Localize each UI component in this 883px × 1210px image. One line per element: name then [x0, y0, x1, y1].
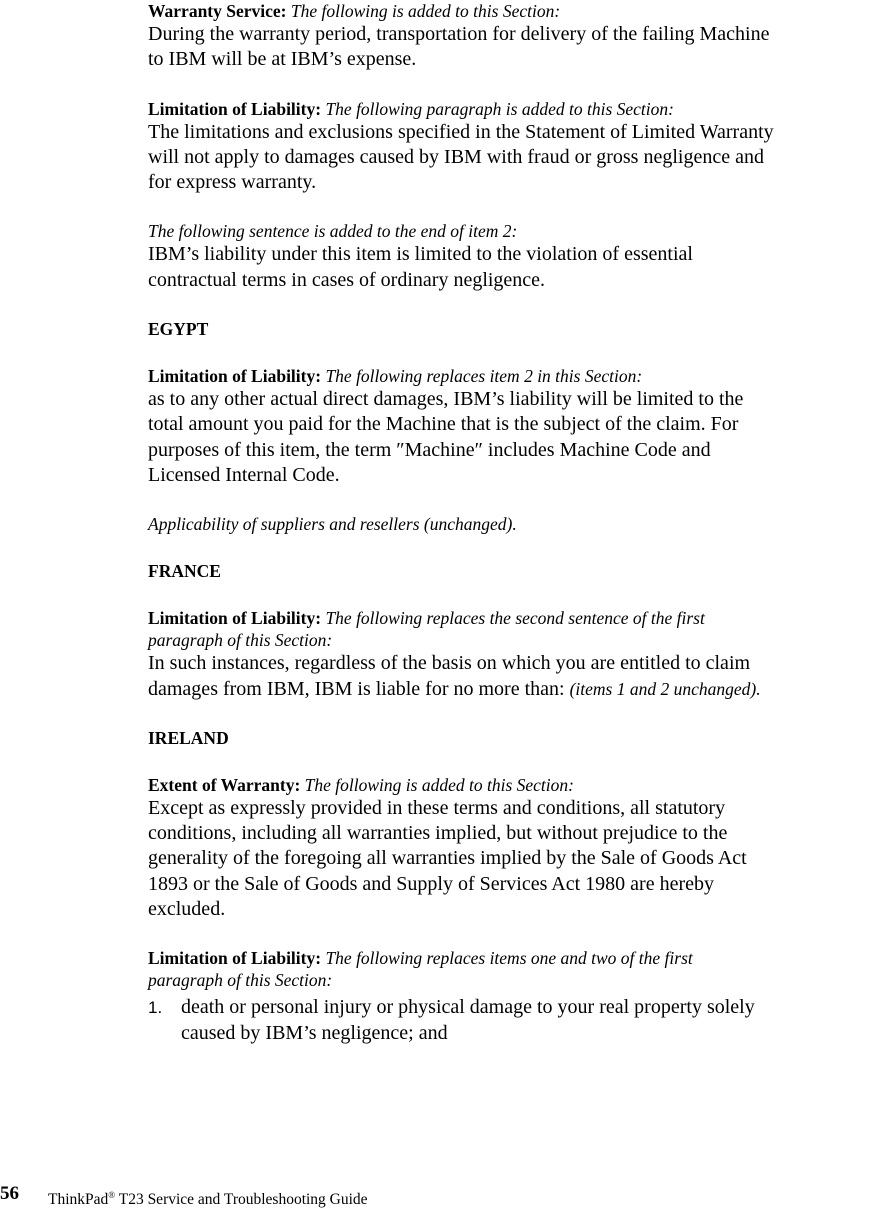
page-number: 56	[0, 1183, 19, 1204]
limitation-line-1: The limitations and exclusions specified in the Statement of Limited Warranty	[148, 120, 774, 143]
list-item-line-1: death or personal injury or physical damage to your real property solely	[181, 996, 755, 1019]
ireland-line-3: generality of the foregoing all warranties implied by the Sale of Goods Act	[148, 847, 747, 870]
france-line-2	[148, 677, 883, 702]
egypt-limitation-header	[148, 365, 883, 387]
ireland-limitation-header	[148, 947, 883, 969]
ireland-line-1: Except as expressly provided in these terms and conditions, all statutory	[148, 796, 726, 819]
egypt-line-2: total amount you paid for the Machine that is the subject of the claim. For	[148, 413, 739, 436]
france-limitation-heading: Limitation of Liability:	[148, 608, 322, 629]
limitation-line-3: for express warranty.	[148, 171, 317, 194]
ireland-line-2: conditions, including all warranties implied, but without prejudice to the	[148, 822, 728, 845]
warranty-service-line-1: During the warranty period, transportation for delivery of the failing Machine	[148, 23, 770, 45]
ireland-line-5: excluded.	[148, 898, 226, 921]
france-line-1: In such instances, regardless of the basis on which you are entitled to claim	[148, 652, 751, 675]
france-limitation-intro-1: The following replaces the second sentence of the first	[325, 608, 705, 629]
footer-title-prefix: ThinkPad	[48, 1191, 109, 1208]
limitation-header	[148, 98, 883, 120]
ireland-extent-intro: The following is added to this Section:	[304, 774, 574, 795]
ireland-line-4: 1893 or the Sale of Goods and Supply of Services Act 1980 are hereby	[148, 872, 714, 895]
ireland-extent-heading: Extent of Warranty:	[148, 774, 301, 795]
egypt-applicability: Applicability of suppliers and resellers (unchanged).	[148, 514, 517, 535]
list-item	[148, 995, 883, 1046]
registered-mark: ®	[108, 1190, 116, 1200]
ireland-limitation-intro-1: The following replaces items one and two of the first	[325, 948, 693, 969]
limitation-heading: Limitation of Liability:	[148, 98, 322, 119]
egypt-line-3: purposes of this item, the term ″Machine″ includes Machine Code and	[148, 438, 711, 461]
france-limitation-header	[148, 607, 883, 629]
country-france: FRANCE	[148, 561, 221, 582]
ireland-limitation-heading: Limitation of Liability:	[148, 948, 322, 969]
egypt-limitation-heading: Limitation of Liability:	[148, 366, 322, 387]
sentence-added-line-2: contractual terms in cases of ordinary negligence.	[148, 268, 546, 291]
france-line-2-italic: (items 1 and 2 unchanged).	[569, 678, 761, 699]
warranty-service-intro: The following is added to this Section:	[290, 1, 561, 21]
sentence-added-line-1: IBM’s liability under this item is limited to the violation of essential	[148, 243, 693, 266]
egypt-limitation-intro: The following replaces item 2 in this Section:	[325, 366, 643, 387]
page-footer	[0, 1182, 883, 1206]
list-item-line-2: caused by IBM’s negligence; and	[181, 1021, 448, 1044]
warranty-service-line-2: to IBM will be at IBM’s expense.	[148, 48, 417, 71]
footer-title	[48, 1185, 368, 1210]
warranty-service-header	[148, 0, 883, 22]
warranty-service-heading: Warranty Service:	[148, 1, 287, 21]
france-line-2-text: damages from IBM, IBM is liable for no more than:	[148, 677, 565, 700]
limitation-line-2: will not apply to damages caused by IBM with fraud or gross negligence and	[148, 145, 764, 168]
france-limitation-intro-2: paragraph of this Section:	[148, 630, 333, 651]
country-egypt: EGYPT	[148, 319, 209, 340]
list-item-number: 1.	[148, 998, 163, 1018]
ireland-extent-header	[148, 774, 883, 796]
egypt-line-1: as to any other actual direct damages, IBM’s liability will be limited to the	[148, 388, 744, 411]
ireland-limitation-intro-2: paragraph of this Section:	[148, 970, 333, 991]
country-ireland: IRELAND	[148, 727, 229, 748]
limitation-intro: The following paragraph is added to this Section:	[325, 98, 674, 119]
document-page	[148, 0, 883, 1046]
egypt-line-4: Licensed Internal Code.	[148, 463, 340, 486]
sentence-added-intro: The following sentence is added to the end of item 2:	[148, 221, 518, 242]
footer-title-suffix: T23 Service and Troubleshooting Guide	[115, 1191, 368, 1208]
